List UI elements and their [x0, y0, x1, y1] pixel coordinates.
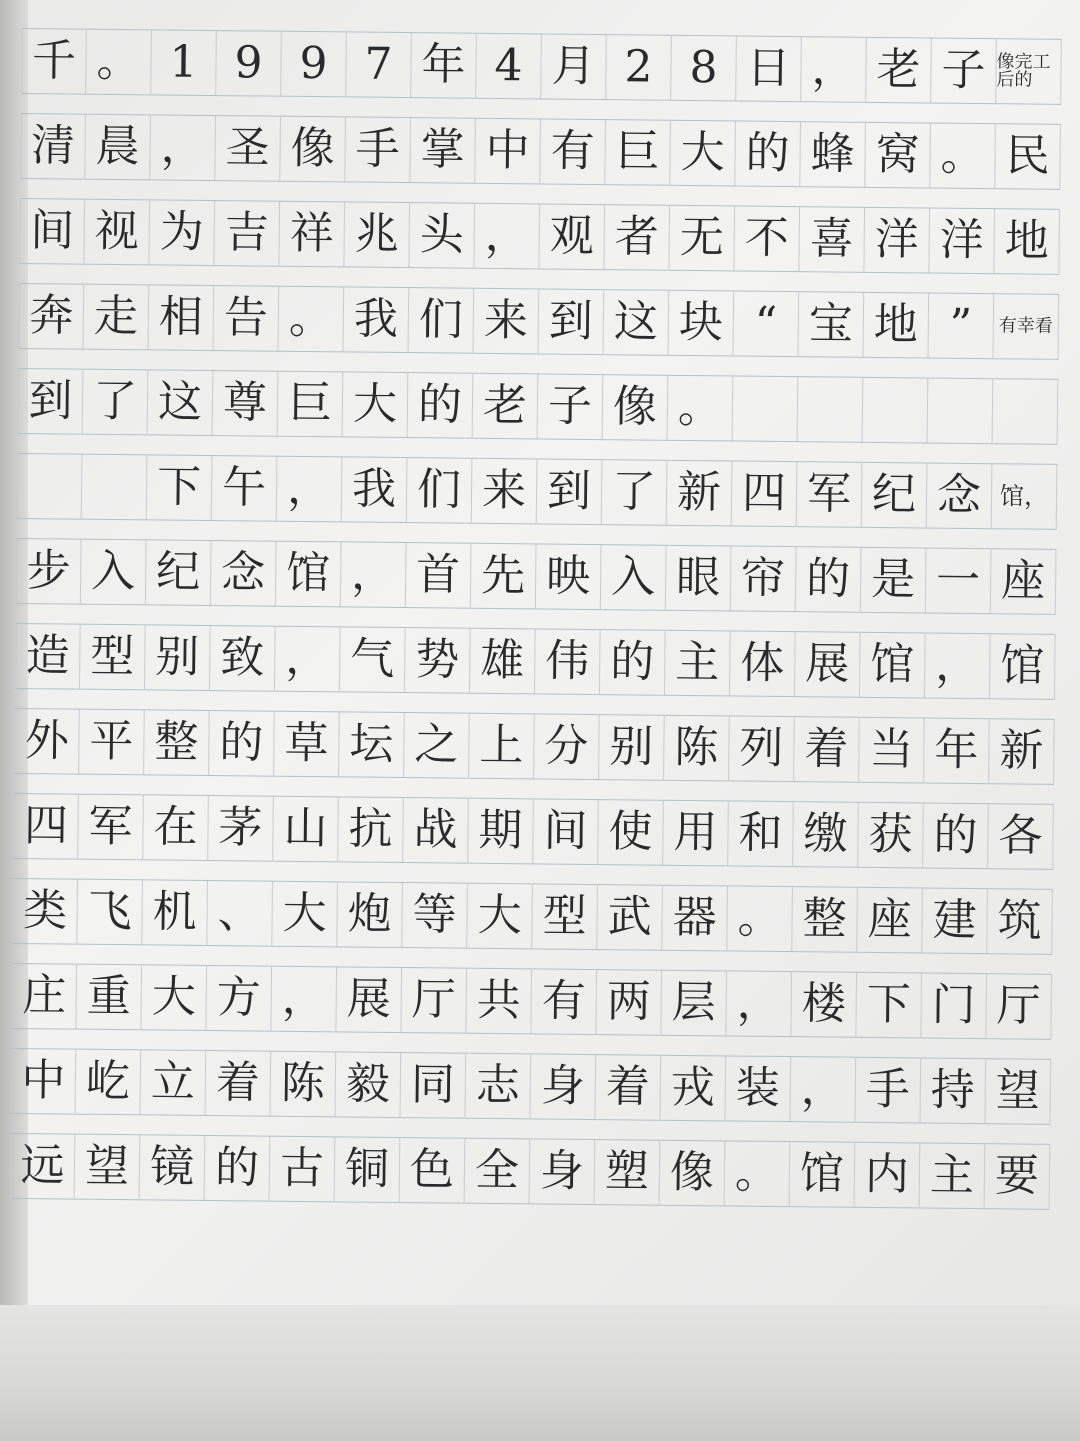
character-cell: 了 [602, 460, 668, 525]
character-cell: 势 [405, 628, 471, 693]
character-cell: 。 [668, 376, 734, 441]
character-cell: 下 [147, 455, 213, 520]
text-line [19, 283, 1060, 360]
character-cell: 蜂 [800, 122, 866, 187]
character-cell: 7 [346, 32, 412, 97]
character-cell: 年 [924, 718, 990, 783]
character-cell: 。 [279, 287, 345, 352]
character-cell: 座 [857, 888, 923, 953]
character-cell [17, 454, 83, 519]
character-cell: 的 [923, 803, 989, 868]
character-cell: 告 [214, 286, 280, 351]
character-cell: 望 [985, 1059, 1051, 1124]
character-cell: 间 [19, 199, 85, 264]
character-cell: 来 [472, 459, 538, 524]
character-cell: 之 [404, 713, 470, 778]
character-cell: 要 [985, 1144, 1051, 1209]
character-cell: 晨 [85, 115, 151, 180]
character-cell: 色 [400, 1138, 466, 1203]
character-cell: 这 [148, 370, 214, 435]
character-cell [863, 378, 929, 443]
character-cell: 我 [344, 287, 410, 352]
character-cell: 战 [403, 798, 469, 863]
character-cell: 上 [469, 714, 535, 779]
character-cell: 平 [79, 710, 145, 775]
character-cell: ， [801, 37, 867, 102]
character-cell: 块 [669, 291, 735, 356]
character-cell: ， [150, 115, 216, 180]
character-cell: 相 [149, 285, 215, 350]
text-line [16, 538, 1057, 615]
character-cell: 宝 [799, 292, 865, 357]
character-cell: ， [726, 971, 792, 1036]
character-cell: 走 [84, 285, 150, 350]
character-cell: 军 [797, 462, 863, 527]
character-cell: 类 [12, 879, 78, 944]
character-cell: 是 [861, 548, 927, 613]
character-cell: 眼 [666, 546, 732, 611]
character-cell: 有 [531, 969, 597, 1034]
character-cell: 内 [855, 1143, 921, 1208]
character-cell: 立 [141, 1050, 207, 1115]
character-cell: 当 [859, 718, 925, 783]
character-cell: 等 [402, 883, 468, 948]
character-cell: 体 [730, 631, 796, 696]
character-cell: 两 [596, 970, 662, 1035]
character-cell: 武 [597, 885, 663, 950]
character-cell: 建 [922, 888, 988, 953]
character-cell: 获 [858, 803, 924, 868]
character-cell: 者 [604, 205, 670, 270]
text-line [10, 1133, 1051, 1210]
character-cell: 的 [205, 1136, 271, 1201]
character-cell: 1 [151, 30, 217, 95]
character-cell: 雄 [470, 629, 536, 694]
character-cell: 尊 [213, 371, 279, 436]
character-cell: 们 [409, 288, 475, 353]
text-line [18, 368, 1059, 445]
character-cell: 。 [727, 886, 793, 951]
character-cell: 大 [670, 121, 736, 186]
character-cell: 到 [18, 369, 84, 434]
character-cell: 入 [601, 545, 667, 610]
character-cell [82, 455, 148, 520]
character-cell: ， [271, 967, 337, 1032]
character-cell: 陈 [664, 716, 730, 781]
character-cell: 视 [84, 200, 150, 265]
character-cell: 到 [539, 289, 605, 354]
character-cell: 馆 [276, 542, 342, 607]
character-cell: 。 [86, 30, 152, 95]
character-cell: 9 [281, 32, 347, 97]
character-cell: 屹 [76, 1050, 142, 1115]
character-cell: ， [790, 1057, 856, 1122]
character-cell: 飞 [77, 880, 143, 945]
character-cell: 馆 [990, 634, 1056, 699]
character-cell: 观 [539, 204, 605, 269]
character-cell: 日 [736, 36, 802, 101]
character-cell: 入 [81, 540, 147, 605]
character-cell: 为 [149, 200, 215, 265]
character-cell: 首 [406, 543, 472, 608]
character-cell: 步 [16, 539, 82, 604]
character-cell: 圣 [215, 116, 281, 181]
character-cell: 新 [667, 461, 733, 526]
character-cell: 清 [20, 114, 86, 179]
character-cell: 筑 [987, 889, 1053, 954]
character-cell: 重 [76, 965, 142, 1030]
character-cell: 致 [210, 626, 276, 691]
character-cell [928, 379, 994, 444]
character-cell: 吉 [214, 201, 280, 266]
character-cell: 像完工后的 [996, 39, 1062, 104]
character-cell: 铜 [335, 1137, 401, 1202]
character-cell: 草 [274, 712, 340, 777]
character-cell: 四 [732, 461, 798, 526]
character-cell: 的 [408, 373, 474, 438]
character-cell: ， [341, 542, 407, 607]
character-cell: 伟 [535, 629, 601, 694]
character-cell: 这 [604, 290, 670, 355]
character-cell: 镜 [140, 1135, 206, 1200]
character-cell: 我 [342, 457, 408, 522]
character-cell: 馆 [790, 1142, 856, 1207]
character-cell: 造 [15, 624, 81, 689]
character-cell: 手 [855, 1058, 921, 1123]
character-cell [798, 377, 864, 442]
page-bottom-shadow [0, 1305, 1080, 1441]
grid-paper [8, 18, 1061, 1319]
character-cell: 地 [863, 293, 929, 358]
character-cell [733, 376, 799, 441]
character-cell: 的 [796, 547, 862, 612]
character-cell: 掌 [410, 118, 476, 183]
character-cell: 帘 [731, 546, 797, 611]
character-cell: 同 [401, 1053, 467, 1118]
character-cell: 机 [142, 880, 208, 945]
text-line [17, 453, 1058, 530]
character-cell: 到 [537, 459, 603, 524]
character-cell: 座 [991, 549, 1057, 614]
character-cell: 中 [475, 119, 541, 184]
character-cell: 奔 [19, 284, 85, 349]
character-cell: 展 [336, 967, 402, 1032]
character-cell: 望 [75, 1135, 141, 1200]
character-cell: 念 [927, 464, 993, 529]
character-cell: 共 [466, 969, 532, 1034]
character-cell: 间 [533, 799, 599, 864]
character-cell: 喜 [799, 207, 865, 272]
character-cell: 民 [995, 124, 1061, 189]
character-cell: “ [734, 291, 800, 356]
character-cell: 期 [468, 799, 534, 864]
character-cell: 洋 [864, 208, 930, 273]
character-cell: 月 [541, 34, 607, 99]
character-cell: ” [928, 294, 994, 359]
character-cell: 念 [211, 541, 277, 606]
character-cell: 使 [598, 800, 664, 865]
character-cell: 庄 [11, 964, 77, 1029]
character-cell: 年 [411, 33, 477, 98]
character-cell: 楼 [791, 972, 857, 1037]
character-cell: 茅 [208, 796, 274, 861]
character-cell: 方 [206, 966, 272, 1031]
character-cell: 像 [280, 117, 346, 182]
character-cell: ， [474, 204, 540, 269]
character-cell: 巨 [605, 120, 671, 185]
character-cell: 全 [465, 1139, 531, 1204]
character-cell: 用 [663, 801, 729, 866]
character-cell: 子 [931, 39, 997, 104]
character-cell: 午 [212, 456, 278, 521]
character-cell: 来 [474, 289, 540, 354]
character-cell: 志 [466, 1054, 532, 1119]
character-cell: 新 [989, 719, 1055, 784]
character-cell: 。 [930, 124, 996, 189]
character-cell: 着 [206, 1051, 272, 1116]
character-cell: 别 [145, 625, 211, 690]
character-cell: 古 [270, 1137, 336, 1202]
character-cell: 4 [476, 34, 542, 99]
character-cell: 军 [78, 795, 144, 860]
character-cell: 老 [866, 38, 932, 103]
character-cell: 头 [409, 203, 475, 268]
character-cell: 了 [83, 370, 149, 435]
character-cell: 一 [926, 549, 992, 614]
character-cell: 手 [345, 117, 411, 182]
character-cell: 外 [14, 709, 80, 774]
character-cell: 着 [794, 717, 860, 782]
character-cell: 大 [343, 372, 409, 437]
character-cell: 、 [207, 881, 273, 946]
text-line [21, 28, 1062, 105]
character-cell: 映 [536, 544, 602, 609]
character-cell: 大 [272, 882, 338, 947]
character-cell: 和 [728, 801, 794, 866]
character-cell: 戎 [660, 1056, 726, 1121]
character-cell: 大 [141, 965, 207, 1030]
character-cell: 着 [596, 1055, 662, 1120]
character-cell: ， [277, 457, 343, 522]
character-cell: ， [275, 627, 341, 692]
character-cell: 2 [606, 35, 672, 100]
character-cell: 洋 [929, 209, 995, 274]
character-cell: 千 [21, 29, 87, 94]
character-cell: 气 [340, 627, 406, 692]
character-cell: 装 [725, 1056, 791, 1121]
text-line [11, 1048, 1052, 1125]
character-cell: 主 [920, 1143, 986, 1208]
character-cell: 无 [669, 206, 735, 271]
character-cell: ， [925, 633, 991, 698]
character-cell: 不 [734, 206, 800, 271]
character-cell: 8 [671, 36, 737, 101]
character-cell: 的 [735, 121, 801, 186]
character-cell: 。 [725, 1141, 791, 1206]
text-line [11, 963, 1052, 1040]
handwritten-text-rows [20, 18, 1062, 1202]
character-cell: 主 [665, 631, 731, 696]
text-line [14, 708, 1055, 785]
character-cell: 像 [660, 1141, 726, 1206]
character-cell: 远 [10, 1134, 76, 1199]
text-line [15, 623, 1056, 700]
character-cell: 兆 [344, 202, 410, 267]
character-cell: 各 [988, 804, 1054, 869]
character-cell: 在 [143, 795, 209, 860]
character-cell: 整 [792, 887, 858, 952]
character-cell: 别 [599, 715, 665, 780]
character-cell: 身 [530, 1139, 596, 1204]
character-cell: 大 [467, 884, 533, 949]
character-cell: 地 [994, 209, 1060, 274]
character-cell: 坛 [339, 712, 405, 777]
character-cell [993, 379, 1059, 444]
character-cell: 列 [729, 716, 795, 781]
character-cell: 型 [532, 884, 598, 949]
character-cell: 9 [216, 31, 282, 96]
character-cell: 纪 [146, 540, 212, 605]
text-line [20, 113, 1061, 190]
character-cell: 缴 [793, 802, 859, 867]
character-cell: 毅 [336, 1052, 402, 1117]
text-line [19, 198, 1060, 275]
character-cell: 陈 [271, 1052, 337, 1117]
text-line [13, 793, 1054, 870]
character-cell: 有 [540, 119, 606, 184]
character-cell: 型 [80, 625, 146, 690]
character-cell: 的 [209, 711, 275, 776]
text-line [12, 878, 1053, 955]
character-cell: 塑 [595, 1140, 661, 1205]
character-cell: 层 [661, 971, 727, 1036]
character-cell: 像 [603, 375, 669, 440]
character-cell: 山 [273, 797, 339, 862]
character-cell: 老 [473, 374, 539, 439]
character-cell: 持 [920, 1058, 986, 1123]
character-cell: 身 [531, 1054, 597, 1119]
character-cell: 门 [921, 973, 987, 1038]
character-cell: 四 [13, 794, 79, 859]
character-cell: 中 [11, 1049, 77, 1114]
character-cell: 炮 [337, 882, 403, 947]
character-cell: 馆 [860, 633, 926, 698]
character-cell: 的 [600, 630, 666, 695]
character-cell: 分 [534, 714, 600, 779]
character-cell: 展 [795, 632, 861, 697]
character-cell: 窝 [865, 123, 931, 188]
character-cell: 子 [538, 374, 604, 439]
character-cell: 巨 [278, 372, 344, 437]
character-cell: 有幸看 [993, 294, 1059, 359]
character-cell: 先 [471, 544, 537, 609]
character-cell: 抗 [338, 797, 404, 862]
character-cell: 下 [856, 973, 922, 1038]
character-cell: 们 [407, 458, 473, 523]
character-cell: 器 [662, 886, 728, 951]
character-cell: 纪 [862, 463, 928, 528]
character-cell: 厅 [986, 974, 1052, 1039]
character-cell: 馆， [992, 464, 1058, 529]
character-cell: 整 [144, 710, 210, 775]
character-cell: 祥 [279, 202, 345, 267]
character-cell: 厅 [401, 968, 467, 1033]
